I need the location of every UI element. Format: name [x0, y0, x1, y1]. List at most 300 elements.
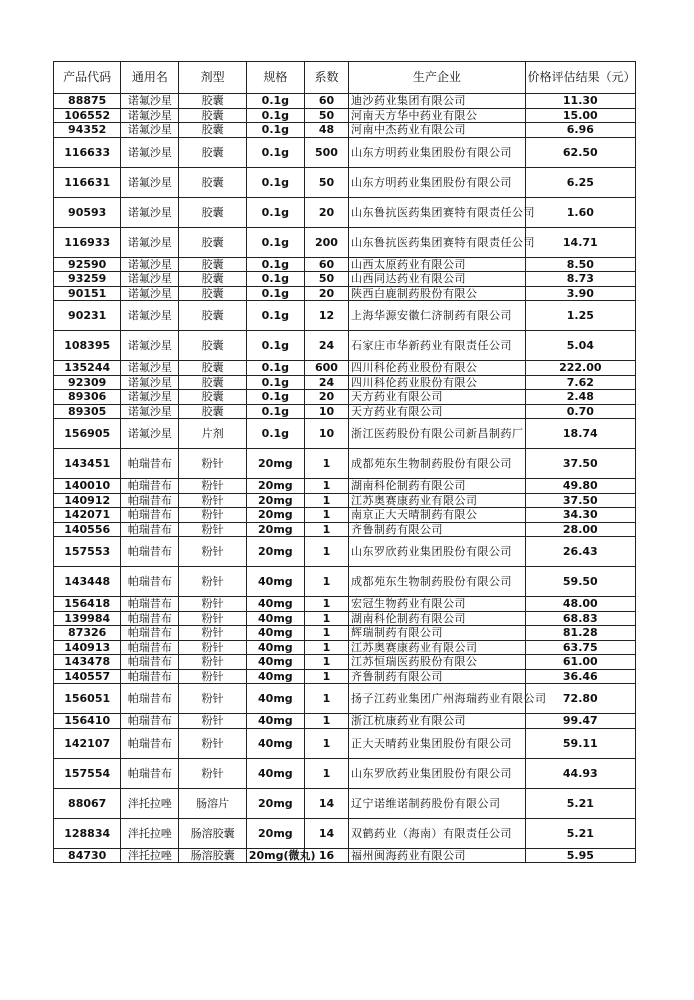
cell-coefficient: 1 — [304, 508, 348, 523]
cell-dosage-form: 胶囊 — [179, 272, 246, 287]
cell-generic-name: 帕瑞昔布 — [121, 758, 179, 788]
cell-product-code: 139984 — [54, 611, 121, 626]
header-price-result: 价格评估结果（元） — [525, 62, 635, 94]
cell-price: 34.30 — [525, 508, 635, 523]
cell-coefficient: 10 — [304, 404, 348, 419]
cell-spec: 0.1g — [246, 137, 304, 167]
cell-generic-name: 诺氟沙星 — [121, 257, 179, 272]
cell-spec: 0.1g — [246, 123, 304, 138]
table-row — [54, 522, 636, 537]
cell-price: 63.75 — [525, 640, 635, 655]
cell-generic-name: 泮托拉唑 — [121, 848, 179, 863]
cell-manufacturer: 山西太原药业有限公司 — [349, 257, 526, 272]
cell-dosage-form: 粉针 — [179, 684, 246, 714]
cell-generic-name: 诺氟沙星 — [121, 108, 179, 123]
cell-generic-name: 诺氟沙星 — [121, 227, 179, 257]
cell-price: 14.71 — [525, 227, 635, 257]
header-dosage-form: 剂型 — [179, 62, 246, 94]
cell-generic-name: 帕瑞昔布 — [121, 611, 179, 626]
cell-price: 7.62 — [525, 375, 635, 390]
cell-spec: 40mg — [246, 728, 304, 758]
cell-coefficient: 1 — [304, 669, 348, 684]
cell-price: 5.04 — [525, 331, 635, 361]
cell-product-code: 93259 — [54, 272, 121, 287]
table-row — [54, 331, 636, 361]
cell-price: 3.90 — [525, 286, 635, 301]
cell-manufacturer: 迪沙药业集团有限公司 — [349, 94, 526, 109]
cell-price: 44.93 — [525, 758, 635, 788]
cell-manufacturer: 山西同达药业有限公司 — [349, 272, 526, 287]
table-row — [54, 108, 636, 123]
cell-dosage-form: 粉针 — [179, 655, 246, 670]
cell-coefficient: 20 — [304, 286, 348, 301]
cell-manufacturer: 南京正大天晴制药有限公 — [349, 508, 526, 523]
cell-price: 81.28 — [525, 626, 635, 641]
cell-manufacturer: 陕西白鹿制药股份有限公 — [349, 286, 526, 301]
cell-spec: 0.1g — [246, 375, 304, 390]
header-manufacturer: 生产企业 — [349, 62, 526, 94]
cell-dosage-form: 粉针 — [179, 714, 246, 729]
cell-product-code: 90151 — [54, 286, 121, 301]
cell-spec: 40mg — [246, 669, 304, 684]
header-spec: 规格 — [246, 62, 304, 94]
cell-manufacturer: 河南天方华中药业有限公 — [349, 108, 526, 123]
cell-product-code: 87326 — [54, 626, 121, 641]
cell-manufacturer: 浙江医药股份有限公司新昌制药厂 — [349, 419, 526, 449]
cell-manufacturer: 四川科伦药业股份有限公 — [349, 375, 526, 390]
cell-price: 48.00 — [525, 597, 635, 612]
cell-manufacturer: 山东鲁抗医药集团赛特有限责任公司 — [349, 227, 526, 257]
cell-manufacturer: 山东罗欣药业集团股份有限公司 — [349, 758, 526, 788]
table-row — [54, 227, 636, 257]
cell-coefficient: 60 — [304, 94, 348, 109]
cell-spec: 40mg — [246, 567, 304, 597]
cell-coefficient: 24 — [304, 375, 348, 390]
cell-product-code: 143451 — [54, 449, 121, 479]
table-row — [54, 626, 636, 641]
cell-manufacturer: 石家庄市华新药业有限责任公司 — [349, 331, 526, 361]
cell-manufacturer: 天方药业有限公司 — [349, 404, 526, 419]
cell-coefficient: 1 — [304, 758, 348, 788]
cell-price: 0.70 — [525, 404, 635, 419]
cell-coefficient: 50 — [304, 108, 348, 123]
header-coefficient: 系数 — [304, 62, 348, 94]
cell-coefficient: 1 — [304, 611, 348, 626]
cell-product-code: 89306 — [54, 390, 121, 405]
cell-manufacturer: 四川科伦药业股份有限公 — [349, 361, 526, 376]
cell-product-code: 116631 — [54, 167, 121, 197]
table-row — [54, 449, 636, 479]
cell-spec: 0.1g — [246, 390, 304, 405]
cell-dosage-form: 胶囊 — [179, 94, 246, 109]
table-row — [54, 257, 636, 272]
cell-product-code: 92590 — [54, 257, 121, 272]
cell-price: 99.47 — [525, 714, 635, 729]
cell-dosage-form: 粉针 — [179, 728, 246, 758]
cell-product-code: 116933 — [54, 227, 121, 257]
cell-manufacturer: 正大天晴药业集团股份有限公司 — [349, 728, 526, 758]
cell-generic-name: 诺氟沙星 — [121, 94, 179, 109]
cell-product-code: 128834 — [54, 818, 121, 848]
cell-spec: 0.1g — [246, 197, 304, 227]
cell-dosage-form: 胶囊 — [179, 404, 246, 419]
cell-spec: 0.1g — [246, 331, 304, 361]
cell-spec: 0.1g — [246, 272, 304, 287]
cell-price: 37.50 — [525, 449, 635, 479]
cell-dosage-form: 胶囊 — [179, 227, 246, 257]
cell-coefficient: 200 — [304, 227, 348, 257]
cell-product-code: 140913 — [54, 640, 121, 655]
cell-coefficient: 10 — [304, 419, 348, 449]
table-row — [54, 537, 636, 567]
cell-spec: 20mg — [246, 493, 304, 508]
cell-spec: 20mg — [246, 449, 304, 479]
cell-price: 36.46 — [525, 669, 635, 684]
cell-spec: 40mg — [246, 626, 304, 641]
cell-coefficient: 1 — [304, 684, 348, 714]
cell-spec: 0.1g — [246, 94, 304, 109]
cell-coefficient: 1 — [304, 626, 348, 641]
cell-dosage-form: 胶囊 — [179, 108, 246, 123]
cell-product-code: 106552 — [54, 108, 121, 123]
cell-dosage-form: 肠溶胶囊 — [179, 848, 246, 863]
cell-coefficient: 20 — [304, 390, 348, 405]
cell-generic-name: 诺氟沙星 — [121, 272, 179, 287]
cell-manufacturer: 天方药业有限公司 — [349, 390, 526, 405]
cell-generic-name: 帕瑞昔布 — [121, 597, 179, 612]
cell-spec: 20mg — [246, 818, 304, 848]
cell-manufacturer: 湖南科伦制药有限公司 — [349, 479, 526, 494]
cell-dosage-form: 粉针 — [179, 640, 246, 655]
cell-product-code: 90593 — [54, 197, 121, 227]
cell-dosage-form: 胶囊 — [179, 361, 246, 376]
header-row — [54, 62, 636, 94]
cell-price: 6.96 — [525, 123, 635, 138]
table-row — [54, 493, 636, 508]
table-row — [54, 788, 636, 818]
cell-price: 1.60 — [525, 197, 635, 227]
cell-dosage-form: 粉针 — [179, 493, 246, 508]
table-row — [54, 361, 636, 376]
cell-product-code: 90231 — [54, 301, 121, 331]
cell-price: 5.21 — [525, 818, 635, 848]
cell-spec: 0.1g — [246, 419, 304, 449]
cell-product-code: 88875 — [54, 94, 121, 109]
cell-generic-name: 诺氟沙星 — [121, 361, 179, 376]
cell-manufacturer: 湖南科伦制药有限公司 — [349, 611, 526, 626]
cell-manufacturer: 山东罗欣药业集团股份有限公司 — [349, 537, 526, 567]
cell-spec: 40mg — [246, 684, 304, 714]
cell-price: 15.00 — [525, 108, 635, 123]
cell-generic-name: 帕瑞昔布 — [121, 655, 179, 670]
cell-product-code: 88067 — [54, 788, 121, 818]
cell-price: 8.50 — [525, 257, 635, 272]
cell-coefficient: 60 — [304, 257, 348, 272]
cell-coefficient: 16 — [304, 848, 348, 863]
table-row — [54, 197, 636, 227]
cell-coefficient: 12 — [304, 301, 348, 331]
cell-spec: 40mg — [246, 597, 304, 612]
cell-product-code: 157554 — [54, 758, 121, 788]
cell-generic-name: 诺氟沙星 — [121, 137, 179, 167]
cell-product-code: 140556 — [54, 522, 121, 537]
cell-spec: 0.1g — [246, 167, 304, 197]
cell-coefficient: 1 — [304, 728, 348, 758]
cell-manufacturer: 成都苑东生物制药股份有限公司 — [349, 449, 526, 479]
table-row — [54, 272, 636, 287]
cell-spec: 0.1g — [246, 361, 304, 376]
cell-manufacturer: 齐鲁制药有限公司 — [349, 669, 526, 684]
cell-dosage-form: 胶囊 — [179, 197, 246, 227]
cell-dosage-form: 肠溶片 — [179, 788, 246, 818]
cell-dosage-form: 粉针 — [179, 479, 246, 494]
table-row — [54, 94, 636, 109]
cell-manufacturer: 江苏奥赛康药业有限公司 — [349, 640, 526, 655]
cell-spec: 0.1g — [246, 286, 304, 301]
cell-dosage-form: 肠溶胶囊 — [179, 818, 246, 848]
table-row — [54, 567, 636, 597]
cell-product-code: 156051 — [54, 684, 121, 714]
table-row — [54, 758, 636, 788]
cell-dosage-form: 粉针 — [179, 449, 246, 479]
cell-manufacturer: 成都苑东生物制药股份有限公司 — [349, 567, 526, 597]
cell-coefficient: 500 — [304, 137, 348, 167]
table-row — [54, 404, 636, 419]
table-row — [54, 669, 636, 684]
cell-generic-name: 诺氟沙星 — [121, 197, 179, 227]
cell-spec: 20mg — [246, 479, 304, 494]
table-row — [54, 611, 636, 626]
cell-manufacturer: 辉瑞制药有限公司 — [349, 626, 526, 641]
cell-generic-name: 帕瑞昔布 — [121, 728, 179, 758]
cell-dosage-form: 粉针 — [179, 626, 246, 641]
cell-price: 61.00 — [525, 655, 635, 670]
cell-price: 1.25 — [525, 301, 635, 331]
cell-coefficient: 1 — [304, 597, 348, 612]
cell-price: 222.00 — [525, 361, 635, 376]
cell-spec: 40mg — [246, 640, 304, 655]
table-row — [54, 419, 636, 449]
cell-generic-name: 帕瑞昔布 — [121, 508, 179, 523]
cell-generic-name: 泮托拉唑 — [121, 788, 179, 818]
price-evaluation-table — [53, 61, 636, 863]
cell-spec: 40mg — [246, 714, 304, 729]
cell-spec: 20mg — [246, 522, 304, 537]
cell-coefficient: 1 — [304, 714, 348, 729]
cell-price: 62.50 — [525, 137, 635, 167]
cell-product-code: 94352 — [54, 123, 121, 138]
cell-price: 59.11 — [525, 728, 635, 758]
table-row — [54, 640, 636, 655]
cell-coefficient: 14 — [304, 788, 348, 818]
cell-dosage-form: 粉针 — [179, 567, 246, 597]
cell-coefficient: 48 — [304, 123, 348, 138]
cell-generic-name: 帕瑞昔布 — [121, 522, 179, 537]
cell-dosage-form: 粉针 — [179, 522, 246, 537]
cell-product-code: 140912 — [54, 493, 121, 508]
table-row — [54, 655, 636, 670]
cell-manufacturer: 江苏恒瑞医药股份有限公 — [349, 655, 526, 670]
cell-product-code: 140010 — [54, 479, 121, 494]
cell-coefficient: 20 — [304, 197, 348, 227]
cell-dosage-form: 片剂 — [179, 419, 246, 449]
cell-price: 2.48 — [525, 390, 635, 405]
table-row — [54, 123, 636, 138]
cell-coefficient: 1 — [304, 479, 348, 494]
cell-price: 37.50 — [525, 493, 635, 508]
cell-price: 11.30 — [525, 94, 635, 109]
cell-product-code: 140557 — [54, 669, 121, 684]
cell-product-code: 156418 — [54, 597, 121, 612]
cell-spec: 20mg — [246, 788, 304, 818]
cell-spec: 20mg — [246, 508, 304, 523]
cell-coefficient: 1 — [304, 640, 348, 655]
table-row — [54, 848, 636, 863]
cell-generic-name: 帕瑞昔布 — [121, 493, 179, 508]
header-generic-name: 通用名 — [121, 62, 179, 94]
cell-coefficient: 24 — [304, 331, 348, 361]
cell-manufacturer: 山东方明药业集团股份有限公司 — [349, 137, 526, 167]
cell-manufacturer: 福州闽海药业有限公司 — [349, 848, 526, 863]
cell-generic-name: 诺氟沙星 — [121, 390, 179, 405]
cell-spec: 0.1g — [246, 301, 304, 331]
cell-spec: 0.1g — [246, 227, 304, 257]
cell-generic-name: 诺氟沙星 — [121, 375, 179, 390]
cell-spec: 0.1g — [246, 404, 304, 419]
cell-price: 28.00 — [525, 522, 635, 537]
cell-generic-name: 帕瑞昔布 — [121, 567, 179, 597]
cell-manufacturer: 齐鲁制药有限公司 — [349, 522, 526, 537]
cell-dosage-form: 粉针 — [179, 597, 246, 612]
table-row — [54, 167, 636, 197]
cell-product-code: 143478 — [54, 655, 121, 670]
cell-coefficient: 50 — [304, 167, 348, 197]
cell-product-code: 89305 — [54, 404, 121, 419]
cell-dosage-form: 胶囊 — [179, 137, 246, 167]
table-row — [54, 375, 636, 390]
cell-product-code: 156410 — [54, 714, 121, 729]
cell-product-code: 108395 — [54, 331, 121, 361]
cell-dosage-form: 粉针 — [179, 537, 246, 567]
cell-generic-name: 诺氟沙星 — [121, 419, 179, 449]
cell-product-code: 142071 — [54, 508, 121, 523]
cell-generic-name: 诺氟沙星 — [121, 123, 179, 138]
cell-product-code: 92309 — [54, 375, 121, 390]
cell-product-code: 143448 — [54, 567, 121, 597]
cell-generic-name: 帕瑞昔布 — [121, 684, 179, 714]
cell-generic-name: 帕瑞昔布 — [121, 537, 179, 567]
cell-price: 68.83 — [525, 611, 635, 626]
cell-manufacturer: 辽宁诺维诺制药股份有限公司 — [349, 788, 526, 818]
cell-dosage-form: 粉针 — [179, 611, 246, 626]
table-row — [54, 479, 636, 494]
header-product-code: 产品代码 — [54, 62, 121, 94]
cell-price: 6.25 — [525, 167, 635, 197]
cell-spec: 40mg — [246, 611, 304, 626]
table-row — [54, 818, 636, 848]
table-row — [54, 301, 636, 331]
cell-manufacturer: 山东鲁抗医药集团赛特有限责任公司 — [349, 197, 526, 227]
cell-generic-name: 诺氟沙星 — [121, 301, 179, 331]
cell-generic-name: 诺氟沙星 — [121, 404, 179, 419]
cell-product-code: 156905 — [54, 419, 121, 449]
cell-generic-name: 泮托拉唑 — [121, 818, 179, 848]
cell-generic-name: 帕瑞昔布 — [121, 449, 179, 479]
cell-dosage-form: 粉针 — [179, 669, 246, 684]
table-row — [54, 714, 636, 729]
table-row — [54, 390, 636, 405]
table-row — [54, 728, 636, 758]
cell-spec: 40mg — [246, 655, 304, 670]
cell-product-code: 135244 — [54, 361, 121, 376]
cell-coefficient: 1 — [304, 522, 348, 537]
cell-manufacturer: 河南中杰药业有限公司 — [349, 123, 526, 138]
cell-generic-name: 诺氟沙星 — [121, 167, 179, 197]
cell-dosage-form: 胶囊 — [179, 257, 246, 272]
cell-manufacturer: 宏冠生物药业有限公司 — [349, 597, 526, 612]
cell-spec: 20mg — [246, 537, 304, 567]
cell-coefficient: 14 — [304, 818, 348, 848]
cell-spec: 0.1g — [246, 108, 304, 123]
cell-dosage-form: 粉针 — [179, 508, 246, 523]
cell-dosage-form: 胶囊 — [179, 331, 246, 361]
cell-dosage-form: 粉针 — [179, 758, 246, 788]
cell-manufacturer: 江苏奥赛康药业有限公司 — [349, 493, 526, 508]
cell-product-code: 157553 — [54, 537, 121, 567]
cell-spec: 20mg(微丸) — [246, 848, 304, 863]
cell-manufacturer: 双鹤药业（海南）有限责任公司 — [349, 818, 526, 848]
cell-price: 5.21 — [525, 788, 635, 818]
cell-price: 18.74 — [525, 419, 635, 449]
cell-generic-name: 帕瑞昔布 — [121, 626, 179, 641]
cell-generic-name: 帕瑞昔布 — [121, 640, 179, 655]
table-row — [54, 137, 636, 167]
cell-dosage-form: 胶囊 — [179, 301, 246, 331]
table-row — [54, 684, 636, 714]
table-row — [54, 286, 636, 301]
cell-coefficient: 600 — [304, 361, 348, 376]
cell-price: 26.43 — [525, 537, 635, 567]
cell-coefficient: 1 — [304, 493, 348, 508]
cell-coefficient: 50 — [304, 272, 348, 287]
cell-product-code: 116633 — [54, 137, 121, 167]
cell-price: 59.50 — [525, 567, 635, 597]
cell-coefficient: 1 — [304, 655, 348, 670]
cell-dosage-form: 胶囊 — [179, 123, 246, 138]
cell-spec: 40mg — [246, 758, 304, 788]
cell-spec: 0.1g — [246, 257, 304, 272]
cell-coefficient: 1 — [304, 537, 348, 567]
cell-dosage-form: 胶囊 — [179, 167, 246, 197]
cell-price: 49.80 — [525, 479, 635, 494]
cell-generic-name: 帕瑞昔布 — [121, 479, 179, 494]
cell-manufacturer: 上海华源安徽仁济制药有限公司 — [349, 301, 526, 331]
cell-product-code: 142107 — [54, 728, 121, 758]
cell-price: 8.73 — [525, 272, 635, 287]
cell-price: 5.95 — [525, 848, 635, 863]
cell-manufacturer: 山东方明药业集团股份有限公司 — [349, 167, 526, 197]
cell-price: 72.80 — [525, 684, 635, 714]
table-row — [54, 508, 636, 523]
cell-manufacturer: 扬子江药业集团广州海瑞药业有限公司 — [349, 684, 526, 714]
cell-dosage-form: 胶囊 — [179, 286, 246, 301]
cell-coefficient: 1 — [304, 449, 348, 479]
cell-manufacturer: 浙江杭康药业有限公司 — [349, 714, 526, 729]
table-row — [54, 597, 636, 612]
cell-product-code: 84730 — [54, 848, 121, 863]
cell-generic-name: 帕瑞昔布 — [121, 669, 179, 684]
cell-dosage-form: 胶囊 — [179, 390, 246, 405]
